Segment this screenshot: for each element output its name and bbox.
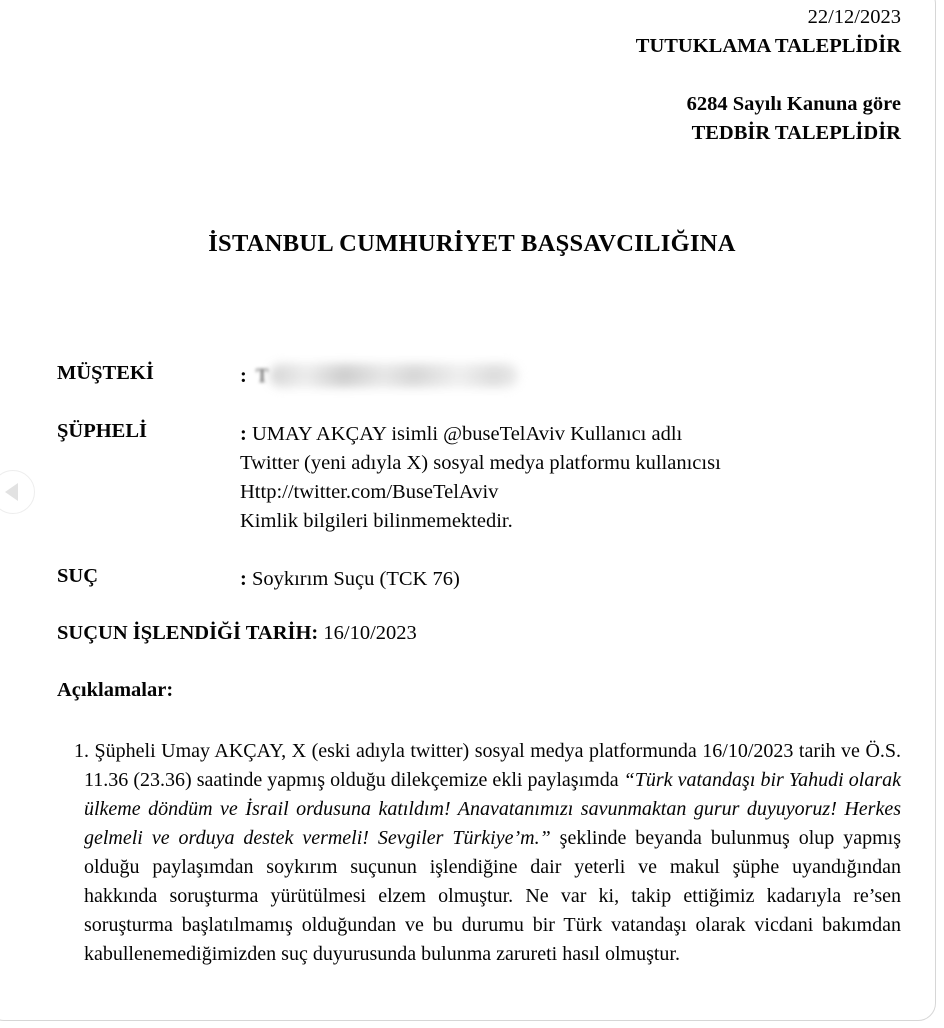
redaction-blur <box>270 364 518 387</box>
suspect-line-4: Kimlik bilgileri bilinmemektedir. <box>240 510 513 532</box>
suspect-line-2: Twitter (yeni adıyla X) sosyal medya platformu kullanıcısı <box>240 452 721 474</box>
crime-text: Soykırım Suçu (TCK 76) <box>251 568 460 590</box>
suspect-label: ŞÜPHELİ <box>57 420 147 442</box>
crime-date-row <box>57 622 417 645</box>
crime-separator: : <box>240 568 247 590</box>
document-date: 22/12/2023 <box>807 6 901 28</box>
measure-request-line: TEDBİR TALEPLİDİR <box>691 121 901 144</box>
crime-value <box>240 565 460 594</box>
suspect-name-text: UMAY AKÇAY isimli @buseTelAviv Kullanıcı adlı <box>251 423 683 445</box>
chevron-left-icon <box>5 483 18 501</box>
redacted-name-initial: T <box>255 365 269 387</box>
item-quote: “Türk vatandaşı bir Yahudi olarak ülkeme döndüm ve İsrail ordusuna katıldım! Anavatanımızı savunmaktan gurur duyuyoruz! Herkes gelmeli ve orduya destek vermeli! Sevgiler Türkiye’m.” <box>84 769 901 849</box>
suspect-line-1 <box>240 420 721 449</box>
arrest-request-line: TUTUKLAMA TALEPLİDİR <box>635 34 901 57</box>
crime-date-value: 16/10/2023 <box>323 622 417 644</box>
header-right-measure <box>687 90 901 147</box>
crime-label: SUÇ <box>57 565 99 587</box>
header-right-top <box>636 3 901 60</box>
explanation-item-1 <box>74 737 902 969</box>
explanations-heading: Açıklamalar: <box>57 679 174 701</box>
crime-date-label: SUÇUN İŞLENDİĞİ TARİH: <box>57 622 319 644</box>
complainant-value <box>240 362 518 391</box>
complainant-separator: : <box>240 365 247 387</box>
item-text-after-quote: şeklinde beyanda bulunmuş olup yapmış olduğu paylaşımdan soykırım suçunun işlendiğine dair yeterli ve makul şüphe uyandığından hakkında soruşturma yürütülmesi elzem olmuştur. Ne var ki, takip ettiğimiz kadarıyla re’sen soruşturma başlatılmamış olduğundan ve bu durumu bir Türk vatandaşı olarak vicdani bakımdan kabullenemediğimizden suç duyurusunda bulunma zarureti hasıl olmuştur. <box>84 827 901 965</box>
item-text-before-quote: Şüpheli Umay AKÇAY, X (eski adıyla twitter) sosyal medya platformunda 16/10/2023 tarih ve Ö.S. 11.36 (23.36) saatinde yapmış olduğu dilekçemize ekli paylaşımda <box>84 740 902 791</box>
complainant-label: MÜŞTEKİ <box>57 362 154 384</box>
item-number: 1. <box>74 740 89 762</box>
suspect-line-3: Http://twitter.com/BuseTelAviv <box>240 481 499 503</box>
suspect-separator: : <box>240 423 247 445</box>
document-title: İSTANBUL CUMHURİYET BAŞSAVCILIĞINA <box>208 230 736 257</box>
measure-law-line: 6284 Sayılı Kanuna göre <box>686 93 901 115</box>
suspect-value <box>240 420 721 536</box>
redacted-complainant-name <box>256 362 519 391</box>
